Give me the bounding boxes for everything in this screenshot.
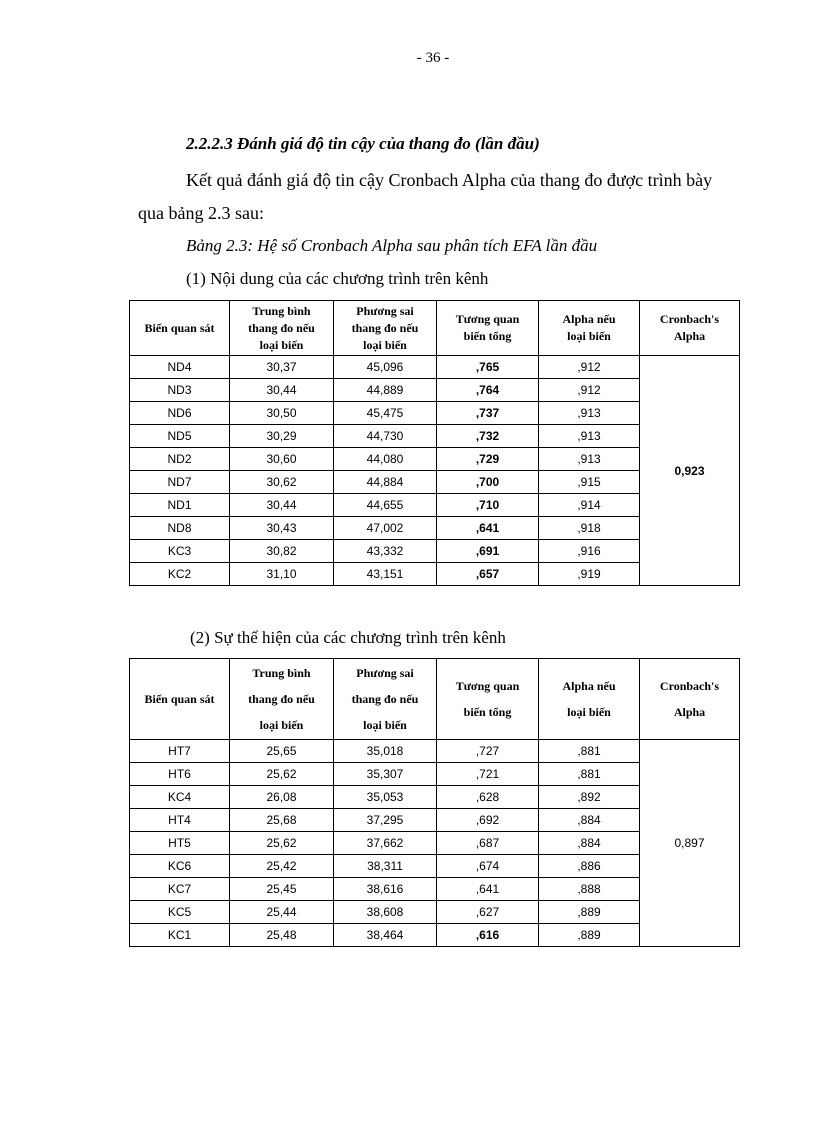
cell-variable: ND1 — [130, 494, 230, 517]
paragraph-line-2: qua bảng 2.3 sau: — [138, 203, 264, 223]
cell-alpha-if-deleted: ,913 — [539, 402, 640, 425]
cell-scale-variance: 43,332 — [334, 540, 437, 563]
cell-scale-variance: 38,616 — [334, 878, 437, 901]
cell-alpha-if-deleted: ,881 — [539, 763, 640, 786]
cell-variable: ND8 — [130, 517, 230, 540]
cell-scale-mean: 25,42 — [230, 855, 334, 878]
cell-correlation: ,729 — [437, 448, 539, 471]
cell-scale-variance: 35,018 — [334, 740, 437, 763]
page-number: - 36 - — [416, 50, 450, 66]
table-header-row — [130, 301, 740, 356]
cell-alpha-if-deleted: ,914 — [539, 494, 640, 517]
cell-correlation: ,627 — [437, 901, 539, 924]
header-observed-variable: Biến quan sát — [130, 659, 230, 740]
cell-correlation: ,687 — [437, 832, 539, 855]
cell-correlation: ,710 — [437, 494, 539, 517]
cell-variable: KC6 — [130, 855, 230, 878]
cell-alpha-if-deleted: ,913 — [539, 448, 640, 471]
cell-scale-variance: 35,307 — [334, 763, 437, 786]
section-heading: 2.2.2.3 Đánh giá độ tin cậy của thang đo (lần đầu) — [186, 134, 540, 153]
cell-scale-mean: 30,50 — [230, 402, 334, 425]
header-alpha-if-deleted: Alpha nếu loại biến — [539, 659, 640, 740]
cell-correlation: ,628 — [437, 786, 539, 809]
cell-variable: KC2 — [130, 563, 230, 586]
cell-scale-mean: 25,62 — [230, 832, 334, 855]
table1-title: (1) Nội dung của các chương trình trên kênh — [186, 269, 489, 288]
cell-alpha-if-deleted: ,918 — [539, 517, 640, 540]
cell-variable: KC5 — [130, 901, 230, 924]
cell-alpha-if-deleted: ,884 — [539, 809, 640, 832]
cell-variable: ND6 — [130, 402, 230, 425]
cell-scale-variance: 44,884 — [334, 471, 437, 494]
cell-correlation: ,674 — [437, 855, 539, 878]
cronbach-table-presentation — [129, 658, 740, 947]
cell-scale-variance: 44,655 — [334, 494, 437, 517]
paragraph-line-1: Kết quả đánh giá độ tin cậy Cronbach Alpha của thang đo được trình bày — [186, 170, 713, 190]
table-caption: Bảng 2.3: Hệ số Cronbach Alpha sau phân tích EFA lần đầu — [186, 236, 598, 255]
header-scale-mean: Trung bình thang đo nếu loại biến — [230, 301, 334, 356]
cell-variable: HT4 — [130, 809, 230, 832]
cell-scale-variance: 45,475 — [334, 402, 437, 425]
cell-scale-mean: 25,65 — [230, 740, 334, 763]
header-cronbach-alpha: Cronbach's Alpha — [640, 301, 740, 356]
cell-correlation: ,641 — [437, 517, 539, 540]
cell-alpha-if-deleted: ,912 — [539, 356, 640, 379]
cell-scale-variance: 37,295 — [334, 809, 437, 832]
cell-scale-mean: 25,45 — [230, 878, 334, 901]
cell-correlation: ,616 — [437, 924, 539, 947]
cell-scale-mean: 30,60 — [230, 448, 334, 471]
cell-scale-mean: 25,48 — [230, 924, 334, 947]
table-row — [130, 740, 740, 763]
cell-correlation: ,727 — [437, 740, 539, 763]
cell-scale-mean: 31,10 — [230, 563, 334, 586]
cell-alpha-if-deleted: ,915 — [539, 471, 640, 494]
cell-scale-variance: 38,311 — [334, 855, 437, 878]
cell-scale-mean: 26,08 — [230, 786, 334, 809]
cell-alpha-if-deleted: ,916 — [539, 540, 640, 563]
cell-scale-variance: 44,080 — [334, 448, 437, 471]
header-scale-variance: Phương sai thang đo nếu loại biến — [334, 659, 437, 740]
cell-correlation: ,700 — [437, 471, 539, 494]
cell-alpha-if-deleted: ,912 — [539, 379, 640, 402]
cronbach-table-content — [129, 300, 740, 586]
cell-correlation: ,691 — [437, 540, 539, 563]
header-cronbach-alpha: Cronbach's Alpha — [640, 659, 740, 740]
cell-scale-variance: 43,151 — [334, 563, 437, 586]
header-alpha-if-deleted: Alpha nếu loại biến — [539, 301, 640, 356]
cell-alpha-if-deleted: ,919 — [539, 563, 640, 586]
cell-variable: KC3 — [130, 540, 230, 563]
cell-correlation: ,721 — [437, 763, 539, 786]
cell-scale-variance: 37,662 — [334, 832, 437, 855]
cell-scale-variance: 38,464 — [334, 924, 437, 947]
cell-variable: KC1 — [130, 924, 230, 947]
header-item-total-correlation: Tương quan biến tổng — [437, 659, 539, 740]
cell-variable: ND3 — [130, 379, 230, 402]
cell-variable: HT6 — [130, 763, 230, 786]
cell-scale-mean: 30,44 — [230, 379, 334, 402]
cell-alpha-if-deleted: ,892 — [539, 786, 640, 809]
cell-scale-mean: 30,44 — [230, 494, 334, 517]
cell-scale-mean: 30,29 — [230, 425, 334, 448]
cell-scale-mean: 30,82 — [230, 540, 334, 563]
cell-variable: ND5 — [130, 425, 230, 448]
table2-title: (2) Sự thể hiện của các chương trình trên kênh — [190, 628, 506, 647]
cell-alpha-if-deleted: ,884 — [539, 832, 640, 855]
cronbach-alpha-value: 0,897 — [640, 740, 740, 947]
cell-scale-variance: 47,002 — [334, 517, 437, 540]
cell-alpha-if-deleted: ,889 — [539, 901, 640, 924]
cell-variable: ND4 — [130, 356, 230, 379]
cell-correlation: ,737 — [437, 402, 539, 425]
table-row — [130, 356, 740, 379]
cell-variable: KC7 — [130, 878, 230, 901]
header-observed-variable: Biến quan sát — [130, 301, 230, 356]
cell-scale-variance: 38,608 — [334, 901, 437, 924]
cell-alpha-if-deleted: ,913 — [539, 425, 640, 448]
cell-variable: KC4 — [130, 786, 230, 809]
cell-alpha-if-deleted: ,889 — [539, 924, 640, 947]
cell-correlation: ,692 — [437, 809, 539, 832]
cell-scale-mean: 25,44 — [230, 901, 334, 924]
cell-correlation: ,764 — [437, 379, 539, 402]
cell-scale-variance: 44,730 — [334, 425, 437, 448]
cell-variable: ND7 — [130, 471, 230, 494]
cell-scale-variance: 44,889 — [334, 379, 437, 402]
cell-variable: HT7 — [130, 740, 230, 763]
cell-scale-mean: 30,37 — [230, 356, 334, 379]
cell-scale-mean: 30,43 — [230, 517, 334, 540]
cell-correlation: ,765 — [437, 356, 539, 379]
cell-correlation: ,657 — [437, 563, 539, 586]
cell-variable: HT5 — [130, 832, 230, 855]
cell-correlation: ,641 — [437, 878, 539, 901]
cell-scale-mean: 30,62 — [230, 471, 334, 494]
cell-alpha-if-deleted: ,886 — [539, 855, 640, 878]
cell-scale-mean: 25,62 — [230, 763, 334, 786]
cell-scale-variance: 35,053 — [334, 786, 437, 809]
cell-alpha-if-deleted: ,888 — [539, 878, 640, 901]
cell-correlation: ,732 — [437, 425, 539, 448]
header-item-total-correlation: Tương quan biến tổng — [437, 301, 539, 356]
cell-scale-mean: 25,68 — [230, 809, 334, 832]
cronbach-alpha-value: 0,923 — [640, 356, 740, 586]
header-scale-mean: Trung bình thang đo nếu loại biến — [230, 659, 334, 740]
cell-variable: ND2 — [130, 448, 230, 471]
cell-scale-variance: 45,096 — [334, 356, 437, 379]
table-header-row — [130, 659, 740, 740]
cell-alpha-if-deleted: ,881 — [539, 740, 640, 763]
header-scale-variance: Phương sai thang đo nếu loại biến — [334, 301, 437, 356]
